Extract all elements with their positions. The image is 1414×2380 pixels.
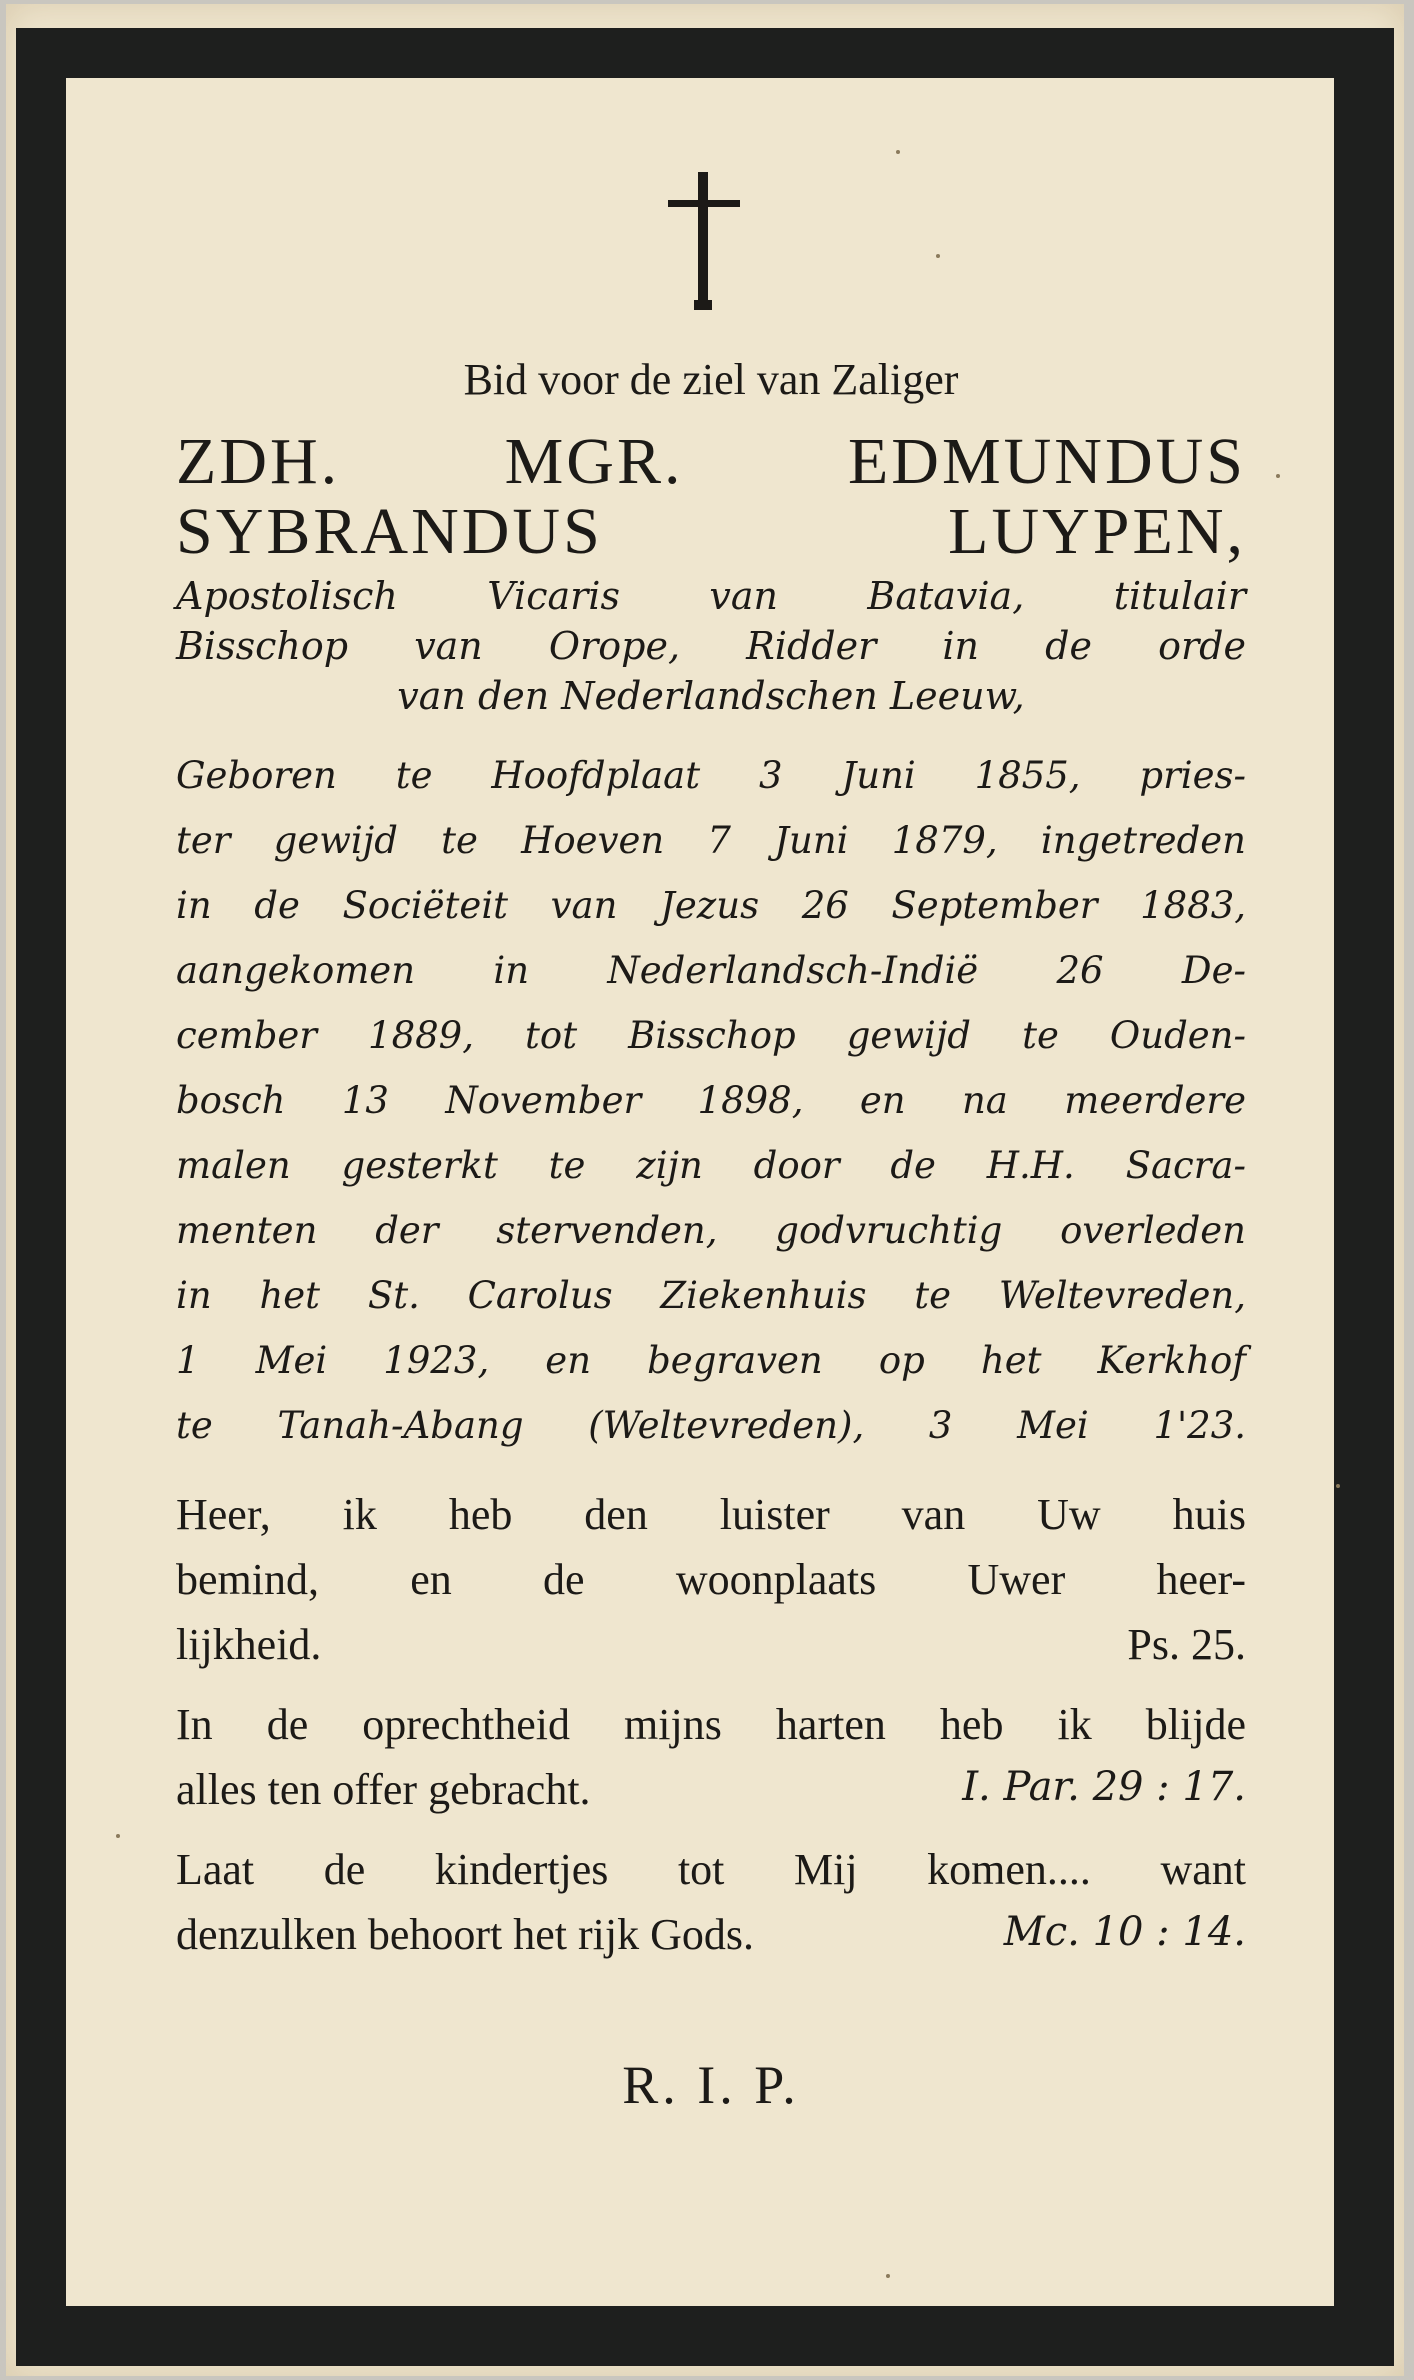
bio-line: menten der stervenden, godvruchtig overleden <box>176 1209 1246 1252</box>
bio-line: bosch 13 November 1898, en na meerdere <box>176 1079 1246 1122</box>
bio-line: malen gesterkt te zijn door de H.H. Sacra- <box>176 1144 1246 1187</box>
quote-line: denzulken behoort het rijk Gods. <box>176 1910 754 1959</box>
paper-speck <box>116 1834 120 1838</box>
quote-line: In de oprechtheid mijns harten heb ik blijde <box>176 1700 1246 1749</box>
bio-line: te Tanah-Abang (Weltevreden), 3 Mei 1'23. <box>176 1404 1246 1447</box>
bio-line: in het St. Carolus Ziekenhuis te Weltevreden, <box>176 1274 1246 1317</box>
quote-reference: Mc. 10 : 14. <box>1003 1909 1246 1955</box>
bio-line: aangekomen in Nederlandsch-Indië 26 De- <box>176 949 1246 992</box>
rip-closing: R. I. P. <box>622 2055 800 2115</box>
bio-line: ter gewijd te Hoeven 7 Juni 1879, ingetreden <box>176 819 1246 862</box>
bio-line: in de Sociëteit van Jezus 26 September 1883, <box>176 884 1246 927</box>
title-line: Apostolisch Vicaris van Batavia, titulair <box>176 574 1246 618</box>
cross-icon <box>664 172 744 312</box>
title-line: Bisschop van Orope, Ridder in de orde <box>176 624 1246 668</box>
quote-line: Heer, ik heb den luister van Uw huis <box>176 1490 1246 1539</box>
prayer-header: Bid voor de ziel van Zaliger <box>463 355 959 404</box>
quote-line: Laat de kindertjes tot Mij komen.... want <box>176 1845 1246 1894</box>
paper-speck <box>1336 1484 1340 1488</box>
quote-line: alles ten offer gebracht. <box>176 1765 591 1814</box>
paper-speck <box>936 254 940 258</box>
paper-speck <box>1276 474 1280 478</box>
name-line-1: ZDH. MGR. EDMUNDUS <box>176 425 1246 498</box>
quote-reference: Ps. 25. <box>1127 1620 1246 1669</box>
mourning-border-bottom <box>16 2306 1394 2366</box>
title-line: van den Nederlandschen Leeuw, <box>397 674 1025 718</box>
memorial-card <box>6 4 1404 2376</box>
name-line-2: SYBRANDUS LUYPEN, <box>176 495 1246 568</box>
paper-speck <box>896 150 900 154</box>
mourning-border-right <box>1334 28 1394 2366</box>
bio-line: cember 1889, tot Bisschop gewijd te Ouden- <box>176 1014 1246 1057</box>
bio-line: 1 Mei 1923, en begraven op het Kerkhof <box>176 1339 1246 1382</box>
quote-line: lijkheid. <box>176 1620 322 1669</box>
bio-line: Geboren te Hoofdplaat 3 Juni 1855, pries- <box>176 754 1246 797</box>
paper-speck <box>886 2274 890 2278</box>
mourning-border-left <box>16 28 66 2366</box>
mourning-border-top <box>16 28 1394 78</box>
quote-line: bemind, en de woonplaats Uwer heer- <box>176 1555 1246 1604</box>
quote-reference: I. Par. 29 : 17. <box>962 1764 1246 1810</box>
